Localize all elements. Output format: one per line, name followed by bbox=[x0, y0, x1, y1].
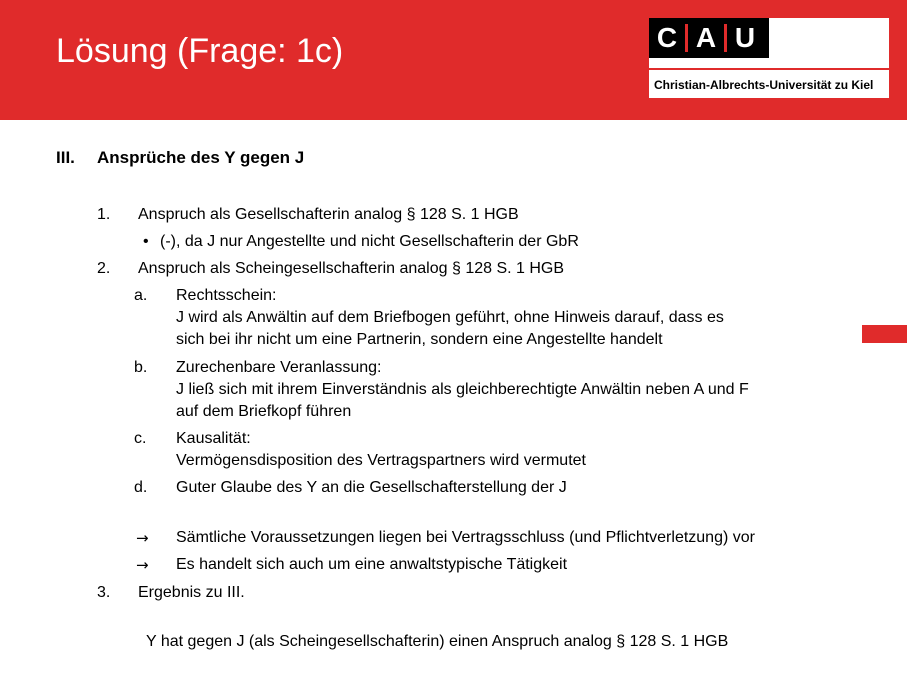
subitem-line: J wird als Anwältin auf dem Briefbogen geführt, ohne Hinweis darauf, dass es bbox=[176, 309, 724, 326]
item-number: 1. bbox=[97, 206, 111, 223]
subitem-line: auf dem Briefkopf führen bbox=[176, 403, 352, 420]
subitem-letter: c. bbox=[134, 430, 147, 447]
subitem-letter: a. bbox=[134, 287, 148, 304]
subitem-heading: Kausalität: bbox=[176, 430, 251, 447]
subitem-letter: d. bbox=[134, 479, 148, 496]
section-title: Ansprüche des Y gegen J bbox=[97, 148, 305, 167]
side-marker bbox=[862, 325, 907, 343]
item-text: Anspruch als Gesellschafterin analog § 128 S. 1 HGB bbox=[138, 206, 519, 223]
subitem-line: sich bei ihr nicht um eine Partnerin, sondern eine Angestellte handelt bbox=[176, 331, 663, 348]
university-name: Christian-Albrechts-Universität zu Kiel bbox=[654, 78, 874, 92]
slide-title: Lösung (Frage: 1c) bbox=[56, 32, 344, 70]
item-text: Anspruch als Scheingesellschafterin analog § 128 S. 1 HGB bbox=[138, 260, 565, 277]
conclusion-point: Es handelt sich auch um eine anwaltstypische Tätigkeit bbox=[176, 556, 568, 573]
bullet-marker: • bbox=[143, 233, 149, 250]
subitem-line: Vermögensdisposition des Vertragspartners wird vermutet bbox=[176, 452, 586, 469]
arrow-right-icon: → bbox=[136, 556, 149, 574]
section-number: III. bbox=[56, 148, 75, 167]
logo-underline bbox=[649, 68, 889, 70]
arrow-right-icon: → bbox=[136, 529, 149, 547]
final-conclusion: Y hat gegen J (als Scheingesellschafterin) einen Anspruch analog § 128 S. 1 HGB bbox=[146, 633, 729, 650]
conclusion-point: Sämtliche Voraussetzungen liegen bei Vertragsschluss (und Pflichtverletzung) vor bbox=[176, 529, 755, 546]
university-logo bbox=[649, 18, 889, 98]
logo-letters bbox=[649, 18, 769, 58]
logo-letter-u: U bbox=[734, 22, 756, 53]
logo-letter-c: C bbox=[656, 22, 678, 53]
bullet-text: (-), da J nur Angestellte und nicht Gesellschafterin der GbR bbox=[160, 233, 579, 250]
subitem-heading: Rechtsschein: bbox=[176, 287, 277, 304]
logo-letter-a: A bbox=[695, 22, 717, 53]
item-number: 3. bbox=[97, 584, 111, 601]
subitem-line: J ließ sich mit ihrem Einverständnis als gleichberechtigte Anwältin neben A und F bbox=[176, 381, 749, 398]
item-number: 2. bbox=[97, 260, 111, 277]
subitem-heading: Guter Glaube des Y an die Gesellschafterstellung der J bbox=[176, 479, 567, 496]
header-bar bbox=[0, 0, 907, 120]
subitem-heading: Zurechenbare Veranlassung: bbox=[176, 359, 382, 376]
subitem-letter: b. bbox=[134, 359, 148, 376]
item-text: Ergebnis zu III. bbox=[138, 584, 245, 601]
